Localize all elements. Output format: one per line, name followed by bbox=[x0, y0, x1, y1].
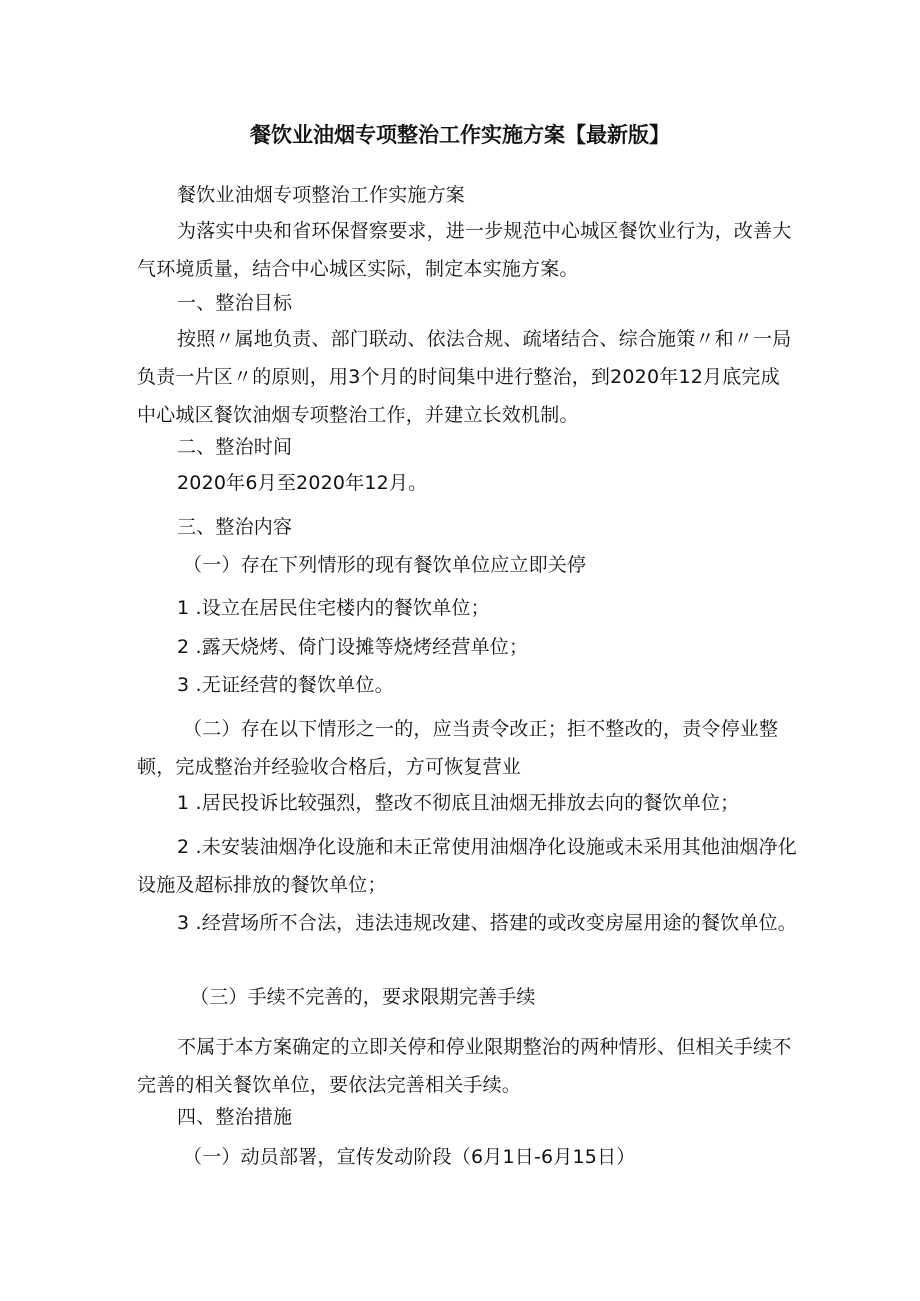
intro-paragraph: 为落实中央和省环保督察要求，进一步规范中心城区餐饮业行为，改善大气环境质量，结合中心城区实际，制定本实施方案。 bbox=[137, 220, 792, 280]
list-item: 1 .居民投诉比较强烈，整改不彻底且油烟无排放去向的餐饮单位； bbox=[177, 792, 740, 814]
section-1-body: 按照〃属地负责、部门联动、依法合规、疏堵结合、综合施策〃和〃一局负责一片区〃的原则，用3个月的时间集中进行整治，到2020年12月底完成中心城区餐饮油烟专项整治工作，并建立长效机制。 bbox=[137, 328, 792, 426]
section-4-heading: 四、整治措施 bbox=[177, 1106, 293, 1128]
list-item: 1 .设立在居民住宅楼内的餐饮单位； bbox=[177, 597, 490, 619]
document-title: 餐饮业油烟专项整治工作实施方案【最新版】 bbox=[250, 123, 670, 147]
document-subtitle: 餐饮业油烟专项整治工作实施方案 bbox=[177, 184, 466, 206]
section-2-body: 2020年6月至2020年12月。 bbox=[177, 472, 428, 494]
section-3-heading: 三、整治内容 bbox=[177, 516, 293, 538]
section-3-sub-2: （二）存在以下情形之一的，应当责令改正；拒不整改的，责令停业整顿，完成整治并经验收合格后，方可恢复营业 bbox=[137, 718, 779, 778]
list-item: 2 .未安装油烟净化设施和未正常使用油烟净化设施或未采用其他油烟净化设施及超标排放的餐饮单位； bbox=[137, 836, 797, 896]
list-item: 2 .露天烧烤、倚门设摊等烧烤经营单位； bbox=[177, 636, 529, 658]
section-2-heading: 二、整治时间 bbox=[177, 436, 293, 458]
list-item: 3 .经营场所不合法，违法违规改建、搭建的或改变房屋用途的餐饮单位。 bbox=[177, 912, 797, 934]
section-3-sub-1: （一）存在下列情形的现有餐饮单位应立即关停 bbox=[183, 554, 587, 576]
section-3-sub-3-body: 不属于本方案确定的立即关停和停业限期整治的两种情形、但相关手续不完善的相关餐饮单位，要依法完善相关手续。 bbox=[137, 1036, 792, 1096]
section-3-sub-3: （三）手续不完善的，要求限期完善手续 bbox=[190, 986, 536, 1008]
section-1-heading: 一、整治目标 bbox=[177, 292, 293, 314]
section-4-sub-1: （一）动员部署，宣传发动阶段（6月1日-6月15日） bbox=[183, 1146, 636, 1168]
list-item: 3 .无证经营的餐饮单位。 bbox=[177, 674, 394, 696]
